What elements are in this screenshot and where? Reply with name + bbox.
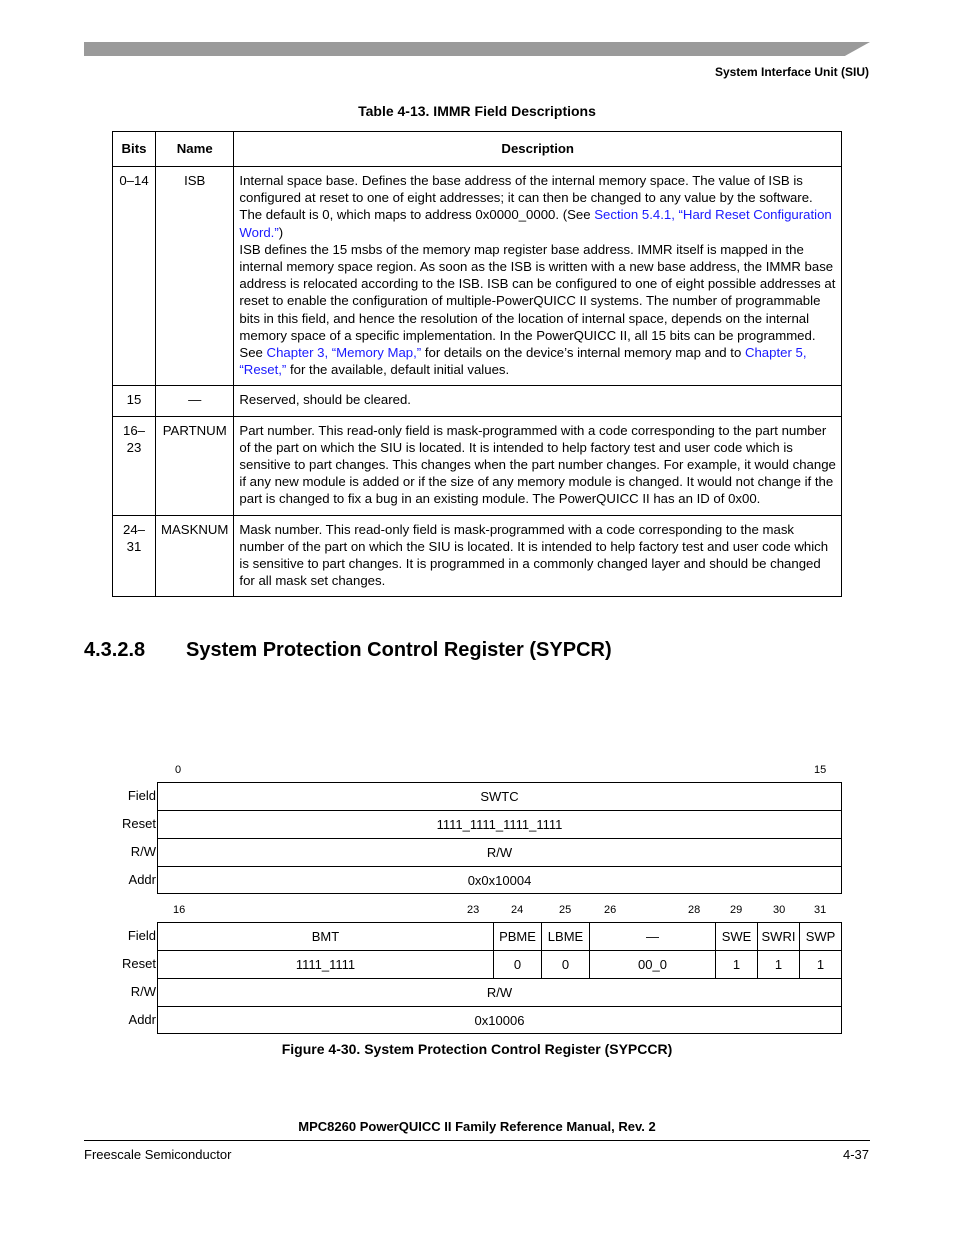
field-swri: SWRI: [757, 923, 799, 950]
desc-text: for details on the device’s internal memory map and to: [421, 345, 745, 361]
desc-text: for the available, default initial values.: [286, 362, 510, 378]
field-bmt: BMT: [311, 929, 340, 944]
register-row-field: [112, 782, 842, 810]
register-row-reset: [112, 950, 842, 978]
footer-divider: [84, 1140, 870, 1141]
reset-swe: 1: [715, 951, 757, 978]
field-swe: SWE: [715, 923, 757, 950]
addr-value: 0x0x10004: [467, 873, 532, 888]
bit-label: 23: [467, 904, 480, 916]
column-header-bits: Bits: [113, 132, 156, 167]
section-number: 4.3.2.8: [84, 639, 146, 661]
bit-label: 25: [559, 904, 572, 916]
cell-bits: 24–31: [113, 515, 156, 597]
link-chapter-3[interactable]: Chapter 3, “Memory Map,”: [266, 345, 422, 361]
register-row-addr: [112, 866, 842, 894]
field-swp: SWP: [799, 923, 841, 950]
footer-company: Freescale Semiconductor: [84, 1147, 232, 1162]
field-reserved: —: [589, 923, 715, 950]
row-label: Addr: [128, 872, 156, 887]
cell-description: Reserved, should be cleared.: [234, 386, 842, 416]
register-row-reset: [112, 810, 842, 838]
bit-label: 31: [814, 904, 827, 916]
running-header: System Interface Unit (SIU): [714, 65, 869, 79]
register-row-field: [112, 922, 842, 950]
cell-name: ISB: [156, 167, 234, 386]
reset-pbme: 0: [493, 951, 541, 978]
cell-name: MASKNUM: [156, 515, 234, 597]
bit-label: 29: [730, 904, 743, 916]
bit-label: 30: [773, 904, 786, 916]
reset-bmt: 1111_1111: [295, 957, 356, 972]
column-header-name: Name: [156, 132, 234, 167]
row-label: Field: [127, 928, 156, 943]
register-diagram-lower: [112, 900, 842, 1034]
page-number: 4-37: [842, 1147, 869, 1162]
table-header-row: [113, 132, 842, 167]
link-section-5-4-1[interactable]: Section 5.4.1, “Hard Reset Configuration Word.”: [239, 207, 832, 240]
bit-numbers: [112, 760, 842, 782]
row-label: R/W: [130, 984, 156, 999]
field-swtc: SWTC: [480, 789, 519, 804]
reset-lbme: 0: [541, 951, 589, 978]
reset-value: 1111_1111_1111_1111: [436, 817, 563, 832]
row-label: Reset: [122, 816, 156, 831]
bit-label: 16: [173, 904, 186, 916]
bit-label: 15: [814, 764, 827, 776]
column-header-description: Description: [234, 132, 842, 167]
rw-value: R/W: [486, 985, 513, 1000]
table-row: [113, 386, 842, 416]
field-descriptions-table: [112, 131, 842, 597]
cell-name: —: [156, 386, 234, 416]
cell-bits: 16–23: [113, 416, 156, 515]
header-bar: [84, 42, 870, 56]
rw-value: R/W: [486, 845, 513, 860]
register-diagram-upper: [112, 760, 842, 894]
bit-label: 24: [511, 904, 524, 916]
register-row-rw: [112, 978, 842, 1006]
row-label: R/W: [130, 844, 156, 859]
table-row: [113, 167, 842, 386]
reset-swri: 1: [757, 951, 799, 978]
bit-label: 0: [175, 764, 182, 776]
bit-label: 26: [604, 904, 617, 916]
register-row-addr: [112, 1006, 842, 1034]
field-lbme: LBME: [541, 923, 589, 950]
figure-caption: Figure 4-30. System Protection Control Register (SYPCCR): [281, 1041, 673, 1057]
section-title: System Protection Control Register (SYPCR): [186, 639, 612, 661]
desc-text: ): [278, 224, 284, 240]
bit-numbers: [112, 900, 842, 922]
register-row-rw: [112, 838, 842, 866]
row-label: Reset: [122, 956, 156, 971]
link-chapter-5[interactable]: Chapter 5, “Reset,”: [239, 345, 807, 378]
row-label: Field: [127, 788, 156, 803]
table-title: Table 4-13. IMMR Field Descriptions: [358, 103, 596, 119]
field-pbme: PBME: [493, 923, 541, 950]
cell-name: PARTNUM: [156, 416, 234, 515]
cell-description: [234, 167, 842, 386]
cell-bits: 0–14: [113, 167, 156, 386]
desc-text: Internal space base. Defines the base address of the internal memory space. The value of ISB is configured at reset to one of eight addresses; it can then be changed to any value by the software. The default is 0, which maps to address 0x0000_0000. (See: [239, 173, 813, 223]
cell-description: Mask number. This read-only field is mask-programmed with a code corresponding to the mask number of the part on which the SIU is located. It is intended to help factory test and user code which is sensitive to part changes. It is programmed in a commonly changed layer and should be changed for all mask set changes.: [234, 515, 842, 597]
cell-description: Part number. This read-only field is mask-programmed with a code corresponding to the part number of the part on which the SIU is located. It is intended to help factory test and user code which is sensitive to part changes. This changes when the part number changes. For example, it would change if any new module is added or if the size of any memory module is changed. It would not change if the part is changed to fix a bug in an existing module. The PowerQUICC II has an ID of 0x00.: [234, 416, 842, 515]
reset-swp: 1: [799, 951, 841, 978]
table-row: [113, 515, 842, 597]
cell-bits: 15: [113, 386, 156, 416]
addr-value: 0x10006: [474, 1013, 525, 1028]
reset-reserved: 00_0: [589, 951, 715, 978]
footer-manual-title: MPC8260 PowerQUICC II Family Reference Manual, Rev. 2: [298, 1119, 656, 1134]
table-row: [113, 416, 842, 515]
bit-label: 28: [688, 904, 701, 916]
desc-text: ISB defines the 15 msbs of the memory map register base address. IMMR itself is mapped in the internal memory space region. As soon as the ISB is written with a new base address, the IMMR base address is relocated according to the ISB. ISB can be configured to one of eight possible addresses at reset to enable the configuration of multiple-PowerQUICC II systems. The number of programmable bits in this field, and hence the resolution of the location of internal space, depends on the internal memory space of a specific implementation. In the PowerQUICC II, all 15 bits can be programmed. See: [239, 241, 836, 361]
row-label: Addr: [128, 1012, 156, 1027]
section-heading: [84, 639, 612, 662]
